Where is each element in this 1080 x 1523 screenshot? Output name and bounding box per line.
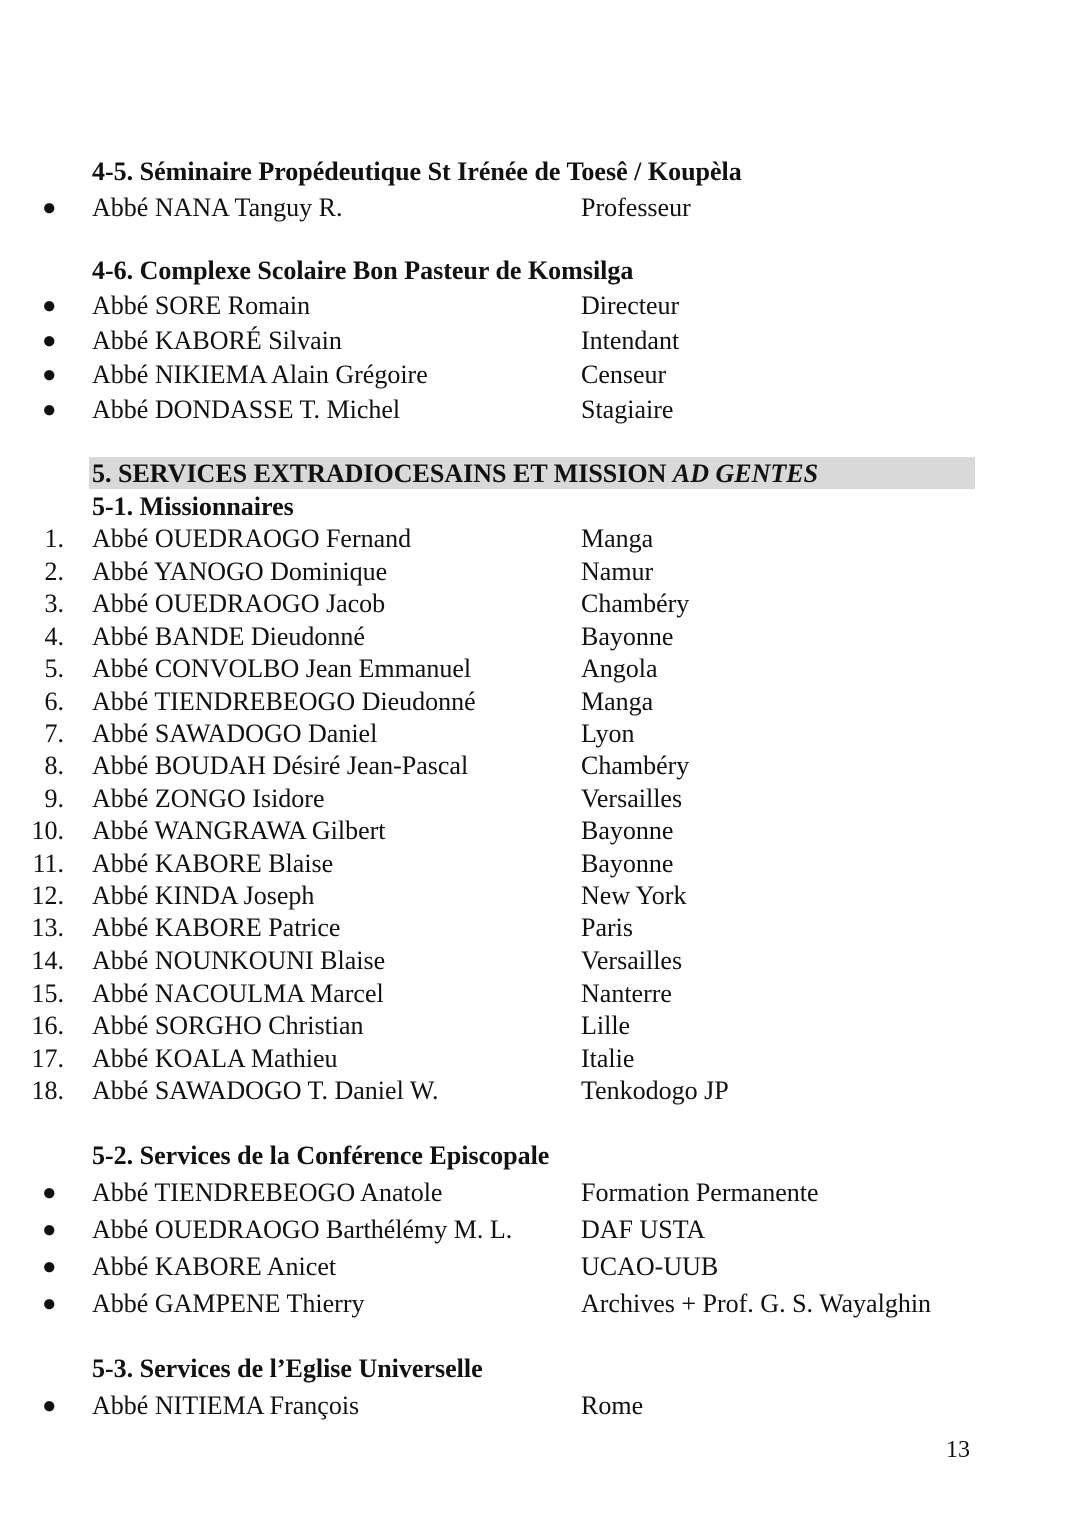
bullet-icon: ● xyxy=(42,293,57,319)
person-name: Abbé BANDE Dieudonné xyxy=(92,622,365,651)
person-name: Abbé SAWADOGO Daniel xyxy=(92,719,378,748)
mission-place: Italie xyxy=(581,1044,635,1073)
person-name: Abbé OUEDRAOGO Fernand xyxy=(92,524,412,553)
section-5-heading-italic: AD GENTES xyxy=(672,459,819,488)
item-number: 1. xyxy=(44,524,64,553)
mission-place: Bayonne xyxy=(581,816,674,845)
item-number: 15. xyxy=(31,979,64,1008)
person-name: Abbé NACOULMA Marcel xyxy=(92,979,384,1008)
mission-place: Lille xyxy=(581,1011,631,1040)
item-number: 5. xyxy=(44,654,64,683)
person-name: Abbé TIENDREBEOGO Anatole xyxy=(92,1178,443,1207)
item-number: 17. xyxy=(31,1044,64,1073)
section-5-heading xyxy=(92,459,818,489)
mission-place: Manga xyxy=(581,524,654,553)
person-name: Abbé NITIEMA François xyxy=(92,1391,360,1420)
person-name: Abbé YANOGO Dominique xyxy=(92,557,388,586)
mission-place: Paris xyxy=(581,913,633,942)
person-name: Abbé KOALA Mathieu xyxy=(92,1044,338,1073)
person-name: Abbé KABORÉ Silvain xyxy=(92,326,342,355)
person-name: Abbé NOUNKOUNI Blaise xyxy=(92,946,386,975)
item-number: 9. xyxy=(44,784,64,813)
section-4-5-heading: 4-5. Séminaire Propédeutique St Irénée de Toesê / Koupèla xyxy=(92,157,742,186)
item-number: 12. xyxy=(31,881,64,910)
section-5-1-heading: 5-1. Missionnaires xyxy=(92,492,294,521)
mission-place: Manga xyxy=(581,687,654,716)
person-role: Intendant xyxy=(581,326,680,355)
item-number: 10. xyxy=(31,816,64,845)
item-number: 7. xyxy=(44,719,64,748)
mission-place: Namur xyxy=(581,557,654,586)
person-role: Archives + Prof. G. S. Wayalghin xyxy=(581,1289,932,1318)
person-role: Rome xyxy=(581,1391,644,1420)
mission-place: Chambéry xyxy=(581,589,690,618)
item-number: 13. xyxy=(31,913,64,942)
item-number: 4. xyxy=(44,622,64,651)
person-name: Abbé SORE Romain xyxy=(92,291,311,320)
person-name: Abbé DONDASSE T. Michel xyxy=(92,395,401,424)
bullet-icon: ● xyxy=(42,328,57,354)
person-name: Abbé NANA Tanguy R. xyxy=(92,193,343,222)
person-name: Abbé CONVOLBO Jean Emmanuel xyxy=(92,654,472,683)
person-name: Abbé ZONGO Isidore xyxy=(92,784,325,813)
person-name: Abbé BOUDAH Désiré Jean-Pascal xyxy=(92,751,469,780)
bullet-icon: ● xyxy=(42,397,57,423)
section-5-3-heading: 5-3. Services de l’Eglise Universelle xyxy=(92,1354,483,1383)
person-role: Directeur xyxy=(581,291,680,320)
person-name: Abbé NIKIEMA Alain Grégoire xyxy=(92,360,428,389)
person-name: Abbé GAMPENE Thierry xyxy=(92,1289,365,1318)
mission-place: Bayonne xyxy=(581,849,674,878)
page-number: 13 xyxy=(946,1437,970,1463)
person-name: Abbé OUEDRAOGO Barthélémy M. L. xyxy=(92,1215,513,1244)
mission-place: Versailles xyxy=(581,784,683,813)
item-number: 6. xyxy=(44,687,64,716)
person-role: Professeur xyxy=(581,193,691,222)
bullet-icon: ● xyxy=(42,1291,57,1317)
item-number: 16. xyxy=(31,1011,64,1040)
mission-place: Chambéry xyxy=(581,751,690,780)
person-name: Abbé WANGRAWA Gilbert xyxy=(92,816,386,845)
bullet-icon: ● xyxy=(42,1180,57,1206)
mission-place: Tenkodogo JP xyxy=(581,1076,729,1105)
item-number: 2. xyxy=(44,557,64,586)
person-name: Abbé TIENDREBEOGO Dieudonné xyxy=(92,687,476,716)
item-number: 11. xyxy=(32,849,64,878)
item-number: 18. xyxy=(31,1076,64,1105)
person-role: Censeur xyxy=(581,360,667,389)
person-role: Formation Permanente xyxy=(581,1178,819,1207)
person-name: Abbé KABORE Patrice xyxy=(92,913,341,942)
person-name: Abbé SORGHO Christian xyxy=(92,1011,364,1040)
person-name: Abbé KABORE Anicet xyxy=(92,1252,337,1281)
section-5-heading-text: 5. SERVICES EXTRADIOCESAINS ET MISSION xyxy=(92,459,673,488)
person-role: Stagiaire xyxy=(581,395,674,424)
bullet-icon: ● xyxy=(42,1393,57,1419)
person-name: Abbé KABORE Blaise xyxy=(92,849,334,878)
mission-place: New York xyxy=(581,881,687,910)
mission-place: Nanterre xyxy=(581,979,672,1008)
mission-place: Angola xyxy=(581,654,658,683)
bullet-icon: ● xyxy=(42,1217,57,1243)
section-5-2-heading: 5-2. Services de la Conférence Episcopale xyxy=(92,1141,550,1170)
item-number: 8. xyxy=(44,751,64,780)
person-name: Abbé KINDA Joseph xyxy=(92,881,315,910)
person-role: UCAO-UUB xyxy=(581,1252,719,1281)
mission-place: Bayonne xyxy=(581,622,674,651)
bullet-icon: ● xyxy=(42,362,57,388)
person-name: Abbé SAWADOGO T. Daniel W. xyxy=(92,1076,439,1105)
item-number: 14. xyxy=(31,946,64,975)
mission-place: Lyon xyxy=(581,719,635,748)
item-number: 3. xyxy=(44,589,64,618)
bullet-icon: ● xyxy=(42,195,57,221)
mission-place: Versailles xyxy=(581,946,683,975)
person-role: DAF USTA xyxy=(581,1215,706,1244)
section-4-6-heading: 4-6. Complexe Scolaire Bon Pasteur de Komsilga xyxy=(92,256,634,285)
person-name: Abbé OUEDRAOGO Jacob xyxy=(92,589,386,618)
bullet-icon: ● xyxy=(42,1254,57,1280)
